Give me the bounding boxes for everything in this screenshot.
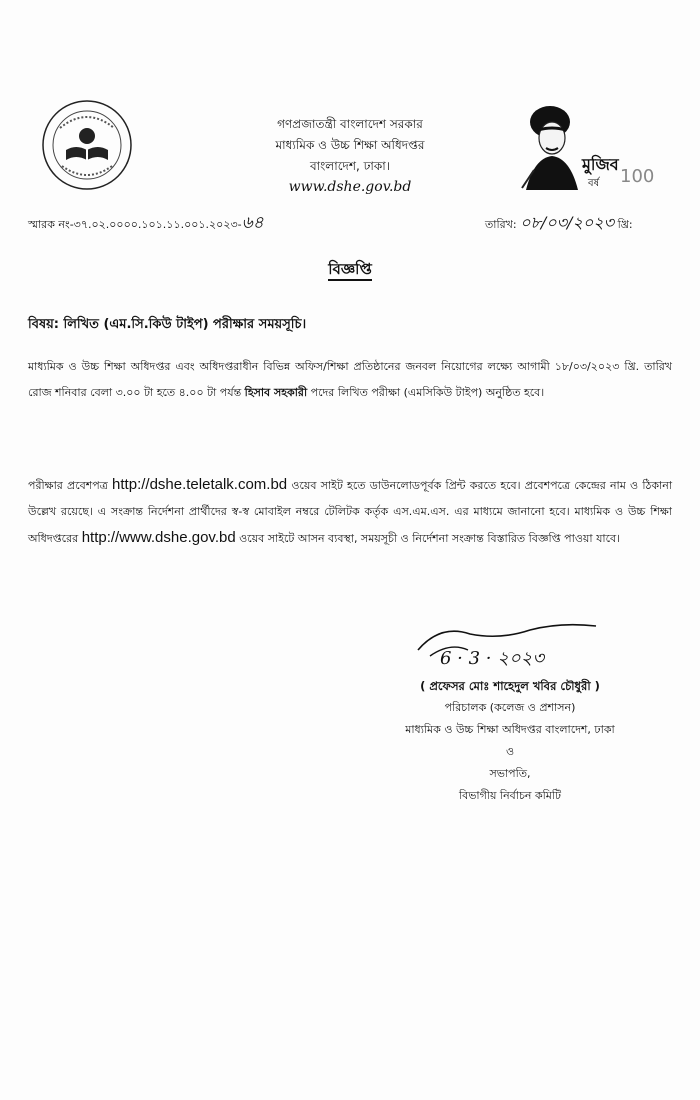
reference-label: স্মারক নং-৩৭.০২.০০০০.১০১.১১.০০১.২০২৩- [28, 218, 242, 231]
memo-reference [28, 210, 264, 238]
dshe-emblem-book-icon [40, 98, 134, 192]
body-paragraph-1 [28, 354, 672, 406]
para2-text-c: ওয়েব সাইটে আসন ব্যবস্থা, সময়সূচী ও নির্দেশনা সংক্রান্ত বিস্তারিত বিজ্ঞপ্তি পাওয়া যাবে। [239, 532, 621, 545]
para1-text-a: মাধ্যমিক ও উচ্চ শিক্ষা অধিদপ্তর এবং অধিদপ্তরাধীন বিভিন্ন অফিস/শিক্ষা প্রতিষ্ঠানের জনবল নিয়োগের লক্ষ্যে আগামী ১৮/০৩/২০২৩ খ্রি. তারিখ রোজ শনিবার বেলা ৩.০০ টা হতে ৪.০০ টা পর্যন্ত [28, 360, 672, 399]
para1-post-name: হিসাব সহকারী [244, 386, 308, 399]
para2-text-b: ওয়েব সাইট হতে ডাউনলোডপূর্বক প্রিন্ট করতে হবে। প্রবেশপত্রে কেন্দ্রের নাম ও ঠিকানা উল্লেখ রয়েছে। এ সংক্রান্ত নির্দেশনা প্রার্থীদের স্ব-স্ব মোবাইল নম্বরে টেলিটক কর্তৃক এস.এম.এস. এর মাধ্যমে জানানো হবে। মাধ্যমিক ও উচ্চ শিক্ষা অধিদপ্তরের [28, 479, 673, 545]
header-govt: গণপ্রজাতন্ত্রী বাংলাদেশ সরকার [277, 117, 423, 131]
signature-date: 6 · 3 · ২০২৩ [440, 648, 545, 668]
office-header [200, 114, 500, 198]
header-dept: মাধ্যমিক ও উচ্চ শিক্ষা অধিদপ্তর [275, 138, 425, 152]
mujib-100: 100 [620, 166, 655, 187]
signatory-office: মাধ্যমিক ও উচ্চ শিক্ষা অধিদপ্তর বাংলাদেশ, ঢাকা [405, 723, 615, 736]
mujib-text: মুজিব [582, 155, 619, 174]
notice-subject: বিষয়: লিখিত (এম.সি.কিউ টাইপ) পরীক্ষার সময়সূচি। [28, 317, 307, 332]
signatory-and: ও [505, 745, 515, 758]
para1-text-b: পদের লিখিত পরীক্ষা (এমসিকিউ টাইপ) অনুষ্ঠিত হবে। [310, 386, 545, 399]
teletalk-url: http://dshe.teletalk.com.bd [112, 476, 288, 493]
reference-handwritten: ৬৪ [241, 213, 264, 233]
mujib-borsho-100-logo [512, 100, 662, 192]
signatory-role: সভাপতি, [489, 767, 531, 780]
date-suffix: খ্রি: [617, 218, 633, 231]
para2-text-a: পরীক্ষার প্রবেশপত্র [28, 479, 108, 492]
body-paragraph-2 [28, 472, 672, 552]
notice-title [0, 258, 700, 283]
dshe-url: http://www.dshe.gov.bd [81, 529, 236, 546]
notice-title-text: বিজ্ঞপ্তি [328, 260, 372, 281]
mujib-sub: বর্ষ [588, 178, 600, 189]
date-label: তারিখ: [485, 218, 517, 231]
signatory-committee: বিভাগীয় নির্বাচন কমিটি [458, 789, 562, 802]
signatory-designation: পরিচালক (কলেজ ও প্রশাসন) [444, 701, 576, 714]
memo-date [485, 210, 633, 237]
header-location: বাংলাদেশ, ঢাকা। [309, 159, 391, 173]
signature-block [345, 675, 675, 807]
signature-scribble-icon [410, 620, 600, 668]
header-website: www.dshe.gov.bd [288, 179, 412, 195]
date-handwritten: ০৮/০৩/২০২৩ [520, 213, 615, 232]
signatory-name: ( প্রফেসর মোঃ শাহেদুল খবির চৌধুরী ) [420, 679, 600, 693]
